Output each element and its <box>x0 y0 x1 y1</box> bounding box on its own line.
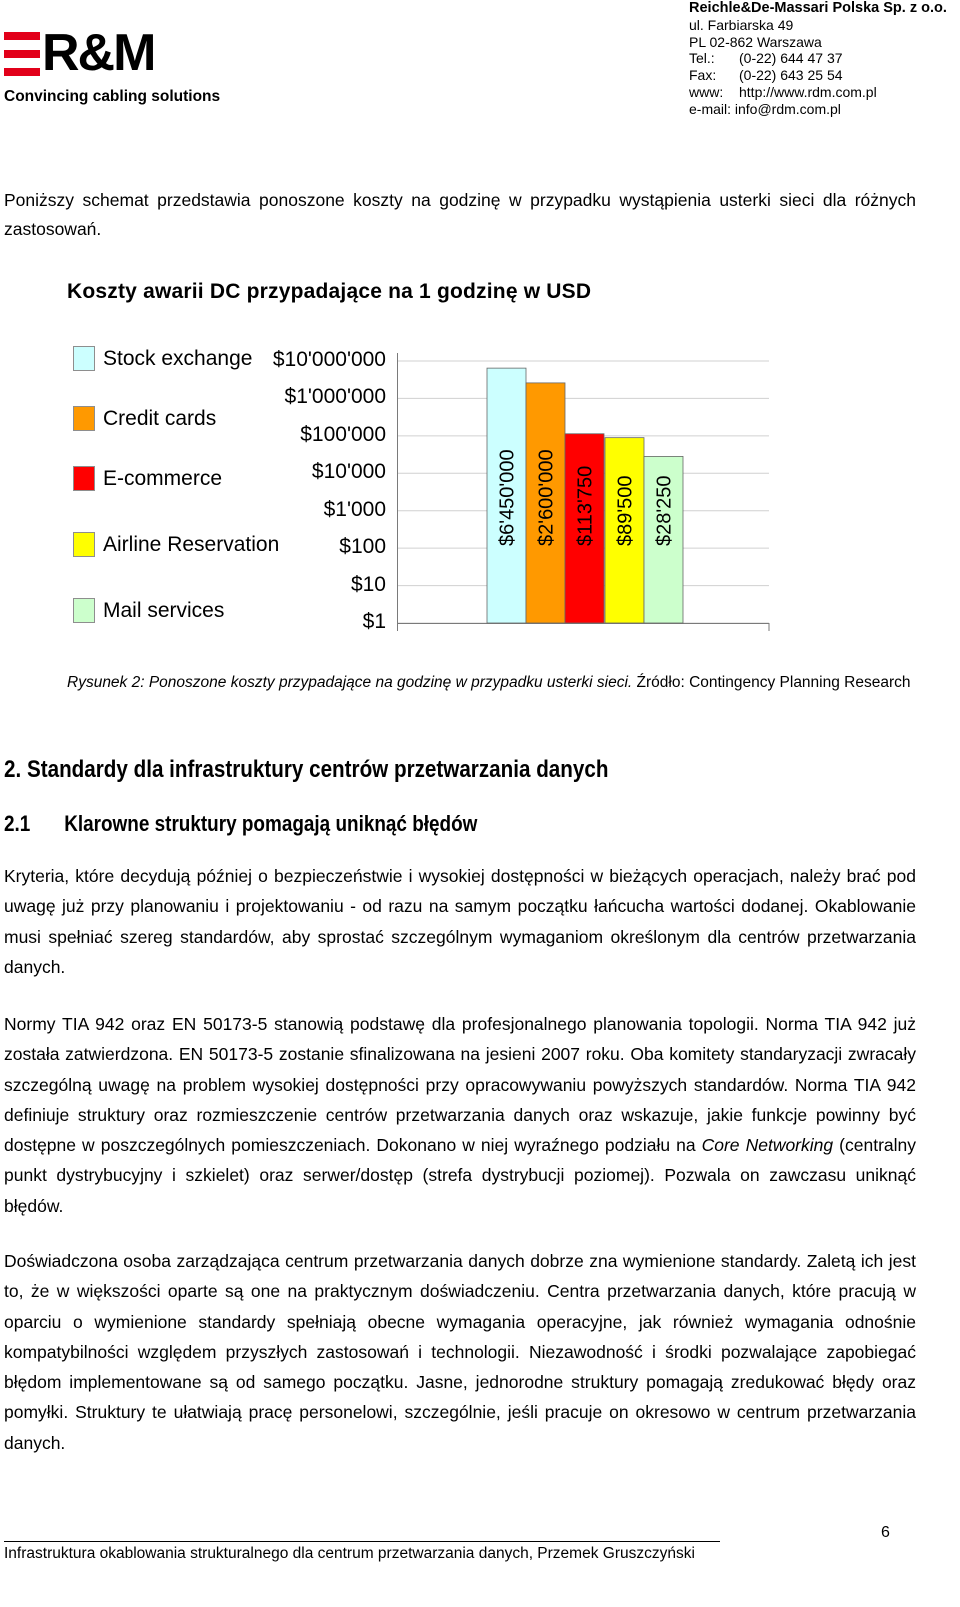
logo-mark <box>4 24 244 82</box>
y-tick-label: $10'000'000 <box>272 348 386 371</box>
bar-value-label: $89'500 <box>614 475 637 546</box>
fax-label: Fax: <box>689 67 717 84</box>
address-line: ul. Farbiarska 49 <box>689 16 794 33</box>
legend-swatch <box>73 406 95 431</box>
footer-divider <box>4 1541 720 1542</box>
y-tick-label: $100 <box>339 535 386 559</box>
legend-label: Airline Reservation <box>103 532 280 556</box>
intro-paragraph: Poniższy schemat przedstawia ponoszone koszty na godzinę w przypadku wystąpienia usterki sieci dla różnych zastosowań. <box>4 190 916 239</box>
chart-title: Koszty awarii DC przypadające na 1 godzinę w USD <box>67 280 592 303</box>
paragraph-part: (centralny punkt dystrybucyjny i szkielet) oraz serwer/dostęp (strefa dystrybucji poziomej). Pozwala on zawczasu uniknąć błędów. <box>4 1135 917 1216</box>
legend-swatch <box>73 466 95 491</box>
legend-swatch <box>73 346 95 371</box>
legend-label: Stock exchange <box>103 346 253 370</box>
tel-row <box>689 50 960 67</box>
legend-item <box>73 346 252 371</box>
paragraph-part: Normy TIA 942 oraz EN 50173-5 stanowią podstawę dla profesjonalnego planowania topologii. Norma TIA 942 już została zatwierdzona. EN 50173-5 zostanie sfinalizowana na jesieni 2007 roku. Oba komitety standaryzacji zwracały szczególną uwagę na problem wysokiej dostępności przy opracowywaniu powyższych standardów. Norma TIA 942 definiuje struktury oraz rozmieszczenie centrów przetwarzania danych oraz wskazuje, jakie funkcje powinny być dostępne w poszczególnych pomieszczeniach. Dokonano w niej wyraźnego podziału na <box>4 1014 916 1156</box>
caption-text: Rysunek 2: Ponoszone koszty przypadające na godzinę w przypadku usterki sieci. <box>67 674 633 691</box>
logo-text: R&M <box>42 24 155 82</box>
bar-chart <box>397 353 797 633</box>
bar-value-label: $2'600'000 <box>535 449 558 546</box>
subsection-number: 2.1 <box>4 811 31 836</box>
tel-value: (0-22) 644 47 37 <box>739 50 843 67</box>
paragraph <box>4 1009 916 1221</box>
section-heading: 2. Standardy dla infrastruktury centrów przetwarzania danych <box>4 756 609 783</box>
y-tick-label: $1'000'000 <box>284 385 386 409</box>
company-name: Reichle&De-Massari Polska Sp. z o.o. <box>689 0 947 16</box>
fax-value: (0-22) 643 25 54 <box>739 67 843 84</box>
subsection-title: Klarowne struktury pomagają uniknąć błędów <box>64 811 478 836</box>
paragraph: Kryteria, które decydują później o bezpieczeństwie i wysokiej dostępności w bieżących operacjach, należy brać pod uwagę już przy planowaniu i projektowaniu - od razu na samym początku łańcucha wartości dodanej. Okablowanie musi spełniać szereg standardów, aby sprostać szczególnym wymaganiom określonym dla centrów przetwarzania danych. <box>4 866 916 977</box>
caption-source: Źródło: Contingency Planning Research <box>636 674 911 691</box>
www-label: www: <box>689 83 724 100</box>
www-row <box>689 84 960 101</box>
legend-label: Credit cards <box>103 406 217 430</box>
company-address <box>689 0 960 118</box>
legend-item <box>73 466 222 491</box>
bar-value-label: $28'250 <box>653 475 676 546</box>
footer-text: Infrastruktura okablowania strukturalnego dla centrum przetwarzania danych, Przemek Gruszczyński <box>4 1545 695 1562</box>
legend-label: E-commerce <box>103 466 223 490</box>
y-tick-label: $10'000 <box>311 460 386 484</box>
legend-swatch <box>73 532 95 557</box>
bar-value-label: $6'450'000 <box>496 449 519 546</box>
www-link[interactable]: http://www.rdm.com.pl <box>739 83 877 100</box>
y-tick-label: $10 <box>350 572 386 596</box>
address-line: PL 02-862 Warszawa <box>689 33 822 50</box>
paragraph: Doświadczona osoba zarządzająca centrum przetwarzania danych dobrze zna wymienione standardy. Zaletą ich jest to, że w większości oparte są one na praktycznym doświadczeniu. Centra przetwarzania danych, które pracują w oparciu o wymienione standardy spełniają obecne wymagania operacyjne, jak również wymagania odnośnie kompatybilności względem przyszłych zastosowań i technologii. Niezawodność i środki pozwalające zapobiegać błędom implementowane są od samego początku. Jasne, jednorodne struktury pomagają zredukować błędy oraz pomyłki. Struktury te ułatwiają pracę personelowi, szczególnie, jeśli pracuje on okresowo w centrum przetwarzania danych. <box>4 1251 916 1453</box>
bar-value-label: $113'750 <box>574 465 597 546</box>
logo-tagline: Convincing cabling solutions <box>4 88 221 105</box>
tel-label: Tel.: <box>689 50 715 67</box>
legend-item <box>73 598 224 623</box>
legend-swatch <box>73 598 95 623</box>
legend-label: Mail services <box>103 598 225 622</box>
fax-row <box>689 67 960 84</box>
logo-stripes-icon <box>4 32 40 76</box>
email-link[interactable]: e-mail: info@rdm.com.pl <box>689 100 841 117</box>
company-logo <box>4 24 244 106</box>
y-tick-label: $1 <box>362 610 386 633</box>
figure-caption <box>67 674 911 692</box>
page-number: 6 <box>881 1524 890 1541</box>
legend-item <box>73 406 216 431</box>
y-tick-label: $1'000 <box>323 497 386 521</box>
y-tick-label: $100'000 <box>300 422 386 446</box>
subsection-heading <box>4 811 477 837</box>
paragraph-emphasis: Core Networking <box>701 1135 834 1156</box>
legend-item <box>73 532 279 557</box>
